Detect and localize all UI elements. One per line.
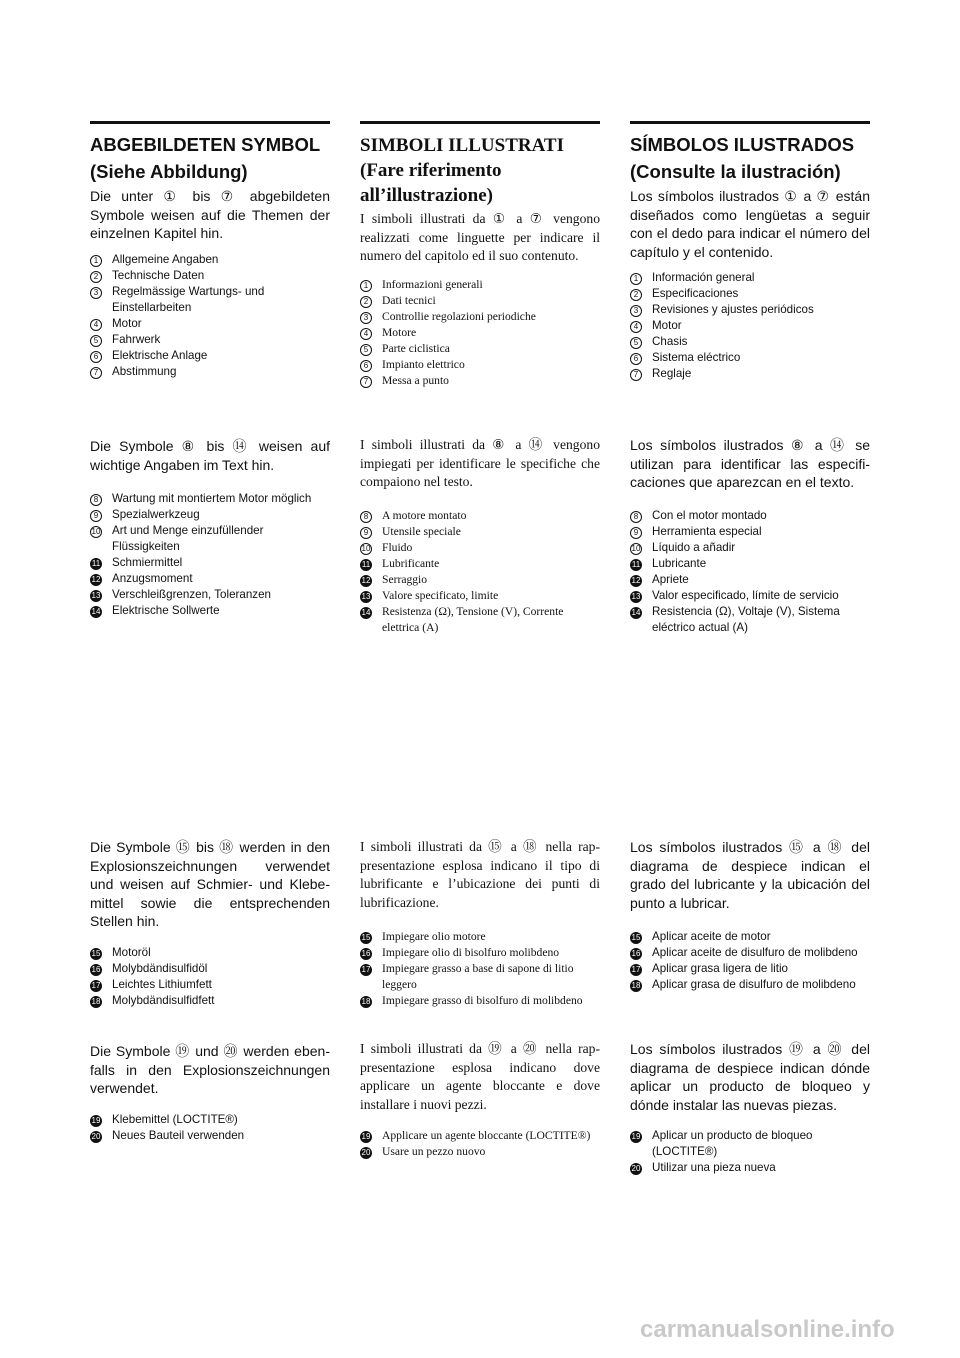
- list-item: [360, 572, 600, 588]
- list-item: [630, 588, 870, 604]
- item-text: Schmiermittel: [112, 556, 183, 569]
- list-item: [90, 332, 330, 348]
- item-number: 10: [631, 544, 641, 553]
- list-item: [90, 571, 330, 587]
- item-number: 20: [631, 1164, 641, 1173]
- list-item: [630, 318, 870, 334]
- list-item: [630, 302, 870, 318]
- item-number: 3: [90, 284, 112, 300]
- list-item: [630, 556, 870, 572]
- item-number: 12: [361, 576, 371, 585]
- es-list-3: [630, 929, 870, 993]
- item-text: Klebemittel (LOCTITE®): [112, 1113, 238, 1126]
- item-number: 8: [630, 508, 652, 524]
- item-number: 9: [630, 524, 652, 540]
- item-number: 16: [631, 949, 641, 958]
- it-subtitle-2: all’illustrazione): [360, 185, 493, 206]
- item-text: Resistencia (Ω), Voltaje (V), Sistema eléctrico actual (A): [652, 605, 840, 634]
- es-paragraph-4: Los símbolos ilustrados ⑲ a ⑳ del diagrama de despiece indican dónde aplicar un producto de bloqueo y dónde instalar las nuevas piezas.: [630, 1041, 870, 1113]
- list-item: [90, 993, 330, 1009]
- list-item: [630, 945, 870, 961]
- item-number: 6: [630, 350, 652, 366]
- list-item: [360, 540, 600, 556]
- item-text: Valore specificato, limite: [382, 589, 499, 602]
- list-item: [90, 1128, 330, 1144]
- item-number: 15: [91, 949, 101, 958]
- item-number: 14: [91, 607, 101, 616]
- item-number: 19: [91, 1116, 101, 1125]
- item-number: 15: [361, 933, 371, 942]
- list-item: [630, 540, 870, 556]
- item-number: 2: [630, 286, 652, 302]
- item-text: Resistenza (Ω), Tensione (V), Corrente elettrica (A): [382, 605, 564, 634]
- item-text: Informazioni generali: [382, 278, 483, 291]
- list-item: [630, 286, 870, 302]
- column-rule-it: [360, 121, 600, 124]
- item-number: 19: [361, 1132, 371, 1141]
- item-text: Dati tecnici: [382, 294, 436, 307]
- item-number: 13: [361, 592, 371, 601]
- list-item: [360, 929, 600, 945]
- item-number: 15: [631, 933, 641, 942]
- item-number: 20: [91, 1132, 101, 1141]
- item-text: Aplicar aceite de motor: [652, 930, 771, 943]
- item-number: 7: [90, 364, 112, 380]
- item-number: 7: [360, 373, 382, 389]
- item-text: Aplicar un producto de bloqueo (LOCTITE®): [652, 1129, 813, 1158]
- item-number: 11: [631, 560, 641, 569]
- item-text: Molybdändisulfidfett: [112, 994, 215, 1007]
- item-number: 7: [630, 366, 652, 382]
- item-number: 3: [360, 309, 382, 325]
- item-text: Molybdändisulfidöl: [112, 962, 208, 975]
- list-item: [630, 350, 870, 366]
- item-number: 1: [360, 277, 382, 293]
- list-item: [630, 366, 870, 382]
- list-item: [90, 555, 330, 571]
- item-number: 14: [361, 608, 371, 617]
- de-paragraph-4: Die Symbole ⑲ und ⑳ werden eben-falls in den Explosionszeichnungen verwendet.: [90, 1043, 330, 1097]
- item-text: Fahrwerk: [112, 333, 161, 346]
- item-number: 13: [631, 592, 641, 601]
- list-item: [90, 587, 330, 603]
- it-intro: I simboli illustrati da ① a ⑦ vengono realizzati come linguette per indicare il numero del capitolo ed il suo contenuto.: [360, 211, 600, 264]
- de-paragraph-2: Die Symbole ⑧ bis ⑭ weisen auf wichtige Angaben im Text hin.: [90, 438, 330, 473]
- list-item: [630, 524, 870, 540]
- item-number: 10: [361, 544, 371, 553]
- list-item: [630, 977, 870, 993]
- item-text: Utensile speciale: [382, 525, 461, 538]
- item-number: 1: [630, 270, 652, 286]
- item-number: 3: [630, 302, 652, 318]
- item-number: 10: [91, 527, 101, 536]
- it-title: SIMBOLI ILLUSTRATI: [360, 135, 564, 156]
- item-text: Technische Daten: [112, 269, 205, 282]
- item-number: 18: [361, 997, 371, 1006]
- list-item: [360, 341, 600, 357]
- list-item: [630, 604, 870, 636]
- item-text: Neues Bauteil verwenden: [112, 1129, 245, 1142]
- es-intro: Los símbolos ilustrados ① a ⑦ están diseñados como lengüetas a seguir con el dedo para indicar el número del capítulo y el contenido.: [630, 188, 870, 260]
- item-text: Elektrische Anlage: [112, 349, 208, 362]
- item-text: Impiegare olio motore: [382, 930, 486, 943]
- item-number: 8: [90, 491, 112, 507]
- item-text: Elektrische Sollwerte: [112, 604, 220, 617]
- item-text: Información general: [652, 271, 755, 284]
- item-number: 11: [361, 560, 371, 569]
- item-text: Revisiones y ajustes periódicos: [652, 303, 814, 316]
- it-list-3: [360, 929, 600, 1009]
- list-item: [360, 357, 600, 373]
- item-text: Controllie regolazioni periodiche: [382, 310, 536, 323]
- item-text: Serraggio: [382, 573, 428, 586]
- item-text: Impiegare olio di bisolfuro molibdeno: [382, 946, 560, 959]
- de-list-4: [90, 1112, 330, 1144]
- item-number: 16: [91, 965, 101, 974]
- item-text: Chasis: [652, 335, 688, 348]
- item-text: Leichtes Lithiumfett: [112, 978, 212, 991]
- item-number: 12: [91, 575, 101, 584]
- item-number: 19: [631, 1132, 641, 1141]
- item-number: 4: [360, 325, 382, 341]
- watermark-text: carmanualsonline.info: [640, 1316, 895, 1343]
- item-number: 8: [360, 508, 382, 524]
- it-header-block: [360, 133, 600, 266]
- list-item: [360, 309, 600, 325]
- item-text: Utilizar una pieza nueva: [652, 1161, 776, 1174]
- item-text: Impiegare grasso di bisolfuro di molibdeno: [382, 994, 583, 1007]
- list-item: [360, 993, 600, 1009]
- item-text: Motore: [382, 326, 417, 339]
- it-paragraph-2: I simboli illustrati da ⑧ a ⑭ vengono impiegati per identificare le specifiche che compaiono nel testo.: [360, 437, 600, 490]
- list-item: [360, 277, 600, 293]
- list-item: [360, 1128, 600, 1144]
- list-item: [360, 945, 600, 961]
- column-rule-de: [90, 121, 330, 124]
- list-item: [360, 1144, 600, 1160]
- column-rule-es: [630, 121, 870, 124]
- item-text: Aplicar aceite de disulfuro de molibdeno: [652, 946, 858, 959]
- item-text: Apriete: [652, 573, 689, 586]
- item-text: Reglaje: [652, 367, 692, 380]
- item-number: 18: [91, 997, 101, 1006]
- de-subtitle: (Siehe Abbildung): [90, 161, 248, 182]
- list-item: [90, 507, 330, 523]
- de-list-3: [90, 945, 330, 1009]
- item-text: Allgemeine Angaben: [112, 253, 219, 266]
- list-item: [90, 961, 330, 977]
- item-number: 17: [631, 965, 641, 974]
- item-number: 9: [90, 507, 112, 523]
- item-number: 4: [630, 318, 652, 334]
- item-text: Impianto elettrico: [382, 358, 465, 371]
- item-text: Impiegare grasso a base di sapone di litio leggero: [382, 962, 574, 991]
- item-text: Usare un pezzo nuovo: [382, 1145, 486, 1158]
- item-text: Herramienta especial: [652, 525, 762, 538]
- it-subtitle-1: (Fare riferimento: [360, 160, 502, 181]
- item-text: Regelmässige Wartungs- und Einstellarbeiten: [112, 285, 265, 314]
- item-text: Lubrificante: [382, 557, 440, 570]
- es-subtitle: (Consulte la ilustración): [630, 161, 841, 182]
- de-list-1: [90, 252, 330, 380]
- list-item: [90, 364, 330, 380]
- es-list-4: [630, 1128, 870, 1176]
- es-paragraph-3: Los símbolos ilustrados ⑮ a ⑱ del diagrama de despiece indican el grado del lubricante y la ubicación del punto a lubricar.: [630, 839, 870, 911]
- list-item: [360, 508, 600, 524]
- list-item: [90, 603, 330, 619]
- it-paragraph-4: I simboli illustrati da ⑲ a ⑳ nella rap-presentazione esplosa indicano dove applicare un agente bloccante e dove installare i nuovi pezzi.: [360, 1041, 600, 1112]
- item-number: 9: [360, 524, 382, 540]
- item-text: Especificaciones: [652, 287, 739, 300]
- item-number: 5: [90, 332, 112, 348]
- es-title: SÍMBOLOS ILUSTRADOS: [630, 134, 855, 155]
- it-list-1: [360, 277, 600, 389]
- item-number: 6: [90, 348, 112, 364]
- list-item: [630, 1128, 870, 1160]
- item-text: Fluido: [382, 541, 413, 554]
- de-intro: Die unter ① bis ⑦ abgebildeten Symbole weisen auf die Themen der einzelnen Kapitel hin.: [90, 188, 330, 242]
- it-list-2: [360, 508, 600, 636]
- list-item: [630, 1160, 870, 1176]
- item-number: 18: [631, 981, 641, 990]
- item-number: 12: [631, 576, 641, 585]
- item-number: 6: [360, 357, 382, 373]
- list-item: [360, 293, 600, 309]
- item-text: Motor: [112, 317, 142, 330]
- list-item: [630, 929, 870, 945]
- list-item: [360, 604, 600, 636]
- it-paragraph-3: I simboli illustrati da ⑮ a ⑱ nella rap-presentazione esplosa indicano il tipo di lubrificante e l’ubicazione dei punti di lubrificazione.: [360, 839, 600, 910]
- item-number: 16: [361, 949, 371, 958]
- list-item: [360, 961, 600, 993]
- es-header-block: [630, 131, 870, 261]
- de-list-2: [90, 491, 330, 619]
- item-number: 20: [361, 1148, 371, 1157]
- item-text: Aplicar grasa ligera de litio: [652, 962, 788, 975]
- de-paragraph-3: Die Symbole ⑮ bis ⑱ werden in den Explosionszeichnungen verwendet und weisen auf Schmier- und Klebe-mittel sowie die entsprechenden Stellen hin.: [90, 839, 330, 930]
- item-number: 2: [360, 293, 382, 309]
- item-text: Abstimmung: [112, 365, 177, 378]
- list-item: [90, 523, 330, 555]
- list-item: [90, 268, 330, 284]
- item-text: Applicare un agente bloccante (LOCTITE®): [382, 1129, 591, 1142]
- list-item: [90, 252, 330, 268]
- item-text: Messa a punto: [382, 374, 449, 387]
- list-item: [90, 945, 330, 961]
- es-paragraph-2: Los símbolos ilustrados ⑧ a ⑭ se utilizan para identificar las especifi-caciones que aparezcan en el texto.: [630, 437, 870, 491]
- list-item: [360, 524, 600, 540]
- list-item: [90, 348, 330, 364]
- list-item: [630, 961, 870, 977]
- list-item: [90, 316, 330, 332]
- item-text: Aplicar grasa de disulfuro de molibdeno: [652, 978, 856, 991]
- list-item: [90, 1112, 330, 1128]
- es-list-1: [630, 270, 870, 382]
- item-number: 14: [631, 608, 641, 617]
- list-item: [90, 977, 330, 993]
- item-text: Motor: [652, 319, 682, 332]
- list-item: [630, 508, 870, 524]
- list-item: [630, 270, 870, 286]
- item-text: Motoröl: [112, 946, 151, 959]
- item-number: 5: [360, 341, 382, 357]
- item-number: 17: [91, 981, 101, 990]
- list-item: [630, 572, 870, 588]
- list-item: [360, 325, 600, 341]
- item-number: 4: [90, 316, 112, 332]
- item-text: Con el motor montado: [652, 509, 767, 522]
- item-text: Lubricante: [652, 557, 707, 570]
- item-text: Verschleißgrenzen, Toleranzen: [112, 588, 271, 601]
- list-item: [360, 588, 600, 604]
- es-list-2: [630, 508, 870, 636]
- item-text: A motore montato: [382, 509, 467, 522]
- list-item: [630, 334, 870, 350]
- item-number: 1: [90, 252, 112, 268]
- item-text: Valor especificado, límite de servicio: [652, 589, 839, 602]
- item-number: 11: [91, 559, 101, 568]
- it-list-4: [360, 1128, 600, 1160]
- list-item: [360, 373, 600, 389]
- item-text: Spezialwerkzeug: [112, 508, 200, 521]
- list-item: [90, 284, 330, 316]
- item-text: Anzugsmoment: [112, 572, 193, 585]
- de-title: ABGEBILDETEN SYMBOL: [90, 134, 321, 155]
- item-text: Art und Menge einzufüllender Flüssigkeiten: [112, 524, 264, 553]
- item-text: Sistema eléctrico: [652, 351, 741, 364]
- item-text: Parte ciclistica: [382, 342, 450, 355]
- item-number: 5: [630, 334, 652, 350]
- list-item: [90, 491, 330, 507]
- item-number: 2: [90, 268, 112, 284]
- de-header-block: [90, 131, 330, 243]
- item-number: 13: [91, 591, 101, 600]
- item-text: Líquido a añadir: [652, 541, 736, 554]
- item-text: Wartung mit montiertem Motor möglich: [112, 492, 312, 505]
- list-item: [360, 556, 600, 572]
- item-number: 17: [361, 965, 371, 974]
